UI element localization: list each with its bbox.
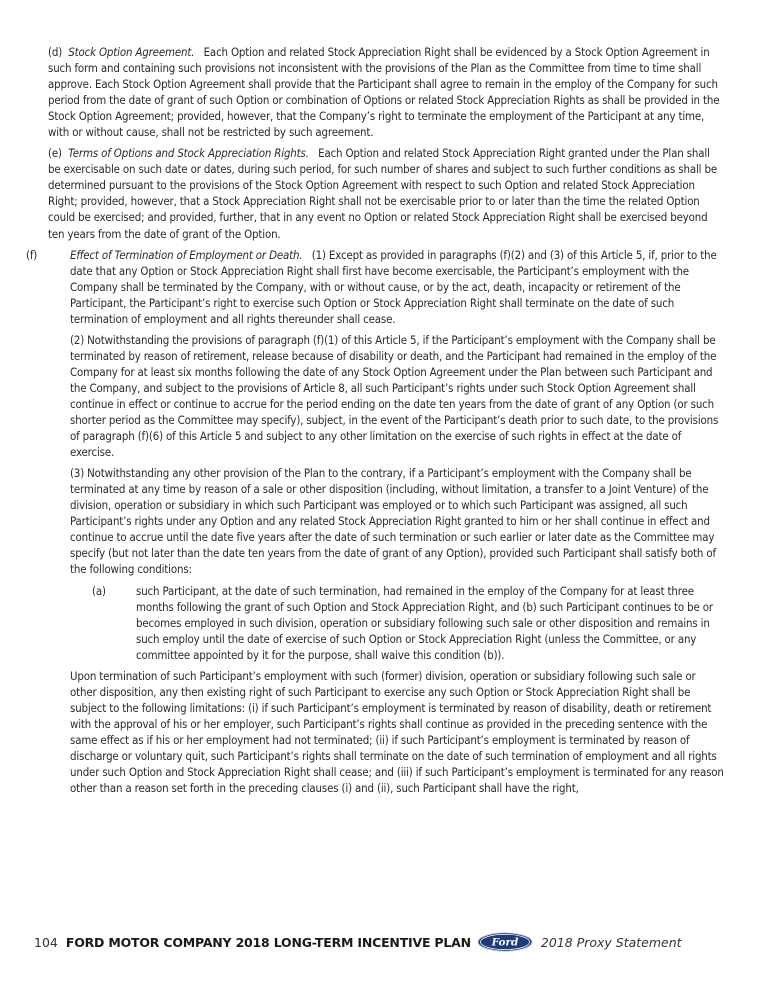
section-d-body: Each Option and related Stock Appreciation Right shall be evidenced by a Stock Option Agreement in such form and containing such provisions not inconsistent with the provisions of the Plan as the Committee from time to time shall approve. Each Stock Option Agreement shall provide that the Participant shall agree to remain in the employ of the Company for such period from the date of grant of such Option or combination of Options or related Stock Appreciation Rights as shall be provided in the Stock Option Agreement; provided, however, that the Company’s right to terminate the employment of the Participant at any time, with or without cause, shall not be restricted by such agreement. (48, 45, 720, 140)
section-e-heading: Terms of Options and Stock Appreciation Rights. (68, 146, 309, 161)
section-f-body: (1) Except as provided in paragraphs (f)(2) and (3) of this Article 5, if, prior to the date that any Option or Stock Appreciation Right shall first have become exercisable, the Participant’s employment with the Company shall be terminated by the Company, with or without cause, or by the act, death, incapacity or retirement of the Participant, the Participant’s right to exercise such Option or Stock Appreciation Right shall terminate on the date of such termination of employment and all rights thereunder shall cease. (70, 247, 717, 326)
section-f-label: (f) (26, 247, 38, 262)
section-e-label: (e) (48, 146, 62, 161)
section-f-upon-termination: Upon termination of such Participant’s employment with such (former) division, operation or subsidiary following such sale or other disposition, any then existing right of such Participant to exercise any such Option or Stock Appreciation Right shall be subject to the following limitations: (i) if such Participant’s employment is terminated by reason of disability, death or retirement with the approval of his or her employer, such Participant’s rights shall continue as provided in the preceding sentence with the same effect as if his or her employment had not terminated; (ii) if such Participant’s employment is terminated by reason of discharge or voluntary quit, such Participant’s rights shall terminate on the date of such termination of employment and all rights under such Option and Stock Appreciation Right shall cease; and (iii) if such Participant’s employment is terminated for any reason other than a reason set forth in the preceding clauses (i) and (ii), such Participant shall have the right, (70, 668, 724, 796)
section-f (26, 247, 724, 327)
condition-a (48, 583, 724, 663)
page-footer (34, 931, 682, 953)
footer-title: FORD MOTOR COMPANY 2018 LONG-TERM INCENTIVE PLAN (65, 934, 471, 950)
condition-a-body: such Participant, at the date of such termination, had remained in the employ of the Company for at least three months following the grant of such Option and Stock Appreciation Right, and (b) such Participant continues to be or becomes employed in such division, operation or subsidiary following such sale or other disposition and remains in such employ until the date of exercise of such Option or Stock Appreciation Right (unless the Committee, or any committee appointed by it for the purpose, shall waive this condition (b)). (136, 583, 713, 662)
section-f-heading: Effect of Termination of Employment or Death. (70, 247, 303, 262)
section-d-label: (d) (48, 45, 63, 59)
document-body (26, 44, 724, 796)
section-e (48, 145, 724, 241)
ford-logo-icon (477, 932, 533, 952)
section-f-paragraph-2: (2) Notwithstanding the provisions of paragraph (f)(1) of this Article 5, if the Participant’s employment with the Company shall be terminated by reason of retirement, release because of disability or death, and the Participant had remained in the employ of the Company for at least six months following the date of any Stock Option Agreement under the Plan between such Participant and the Company, and subject to the provisions of Article 8, all such Participant’s rights under such Stock Option Agreement shall continue in effect or continue to accrue for the period ending on the date ten years from the date of grant of any Option (or such shorter period as the Committee may specify), subject, in the event of the Participant’s death prior to such date, to the provisions of paragraph (f)(6) of this Article 5 and subject to any other limitation on the exercise of such rights in effect at the date of exercise. (70, 332, 719, 460)
section-d-heading: Stock Option Agreement. (68, 45, 195, 59)
section-d (48, 44, 724, 140)
page-number: 104 (34, 934, 58, 950)
condition-a-label: (a) (92, 583, 106, 598)
footer-subtitle: 2018 Proxy Statement (540, 934, 682, 950)
section-e-body: Each Option and related Stock Appreciation Right granted under the Plan shall be exercisable on such date or dates, during such period, for such number of shares and subject to such further conditions as shall be determined pursuant to the provisions of the Stock Option Agreement with respect to such Option and related Stock Appreciation Right; provided, however, that a Stock Appreciation Right shall not be exercisable prior to or later than the time the related Option could be exercised; and provided, further, that in any event no Option or related Stock Appreciation Right shall be exercised beyond ten years from the date of grant of the Option. (48, 146, 717, 241)
section-f-paragraph-3: (3) Notwithstanding any other provision of the Plan to the contrary, if a Participant’s employment with the Company shall be terminated at any time by reason of a sale or other disposition (including, without limitation, a transfer to a Joint Venture) of the division, operation or subsidiary in which such Participant was employed or to which such Participant was assigned, all such Participant’s rights under any Option and any related Stock Appreciation Right granted to him or her shall continue in effect and continue to accrue until the date five years after the date of such termination or such earlier or later date as the Committee may specify (but not later than the date ten years from the date of grant of any Option), provided such Participant shall satisfy both of the following conditions: (70, 466, 716, 577)
ford-logo-text: Ford (491, 936, 519, 949)
